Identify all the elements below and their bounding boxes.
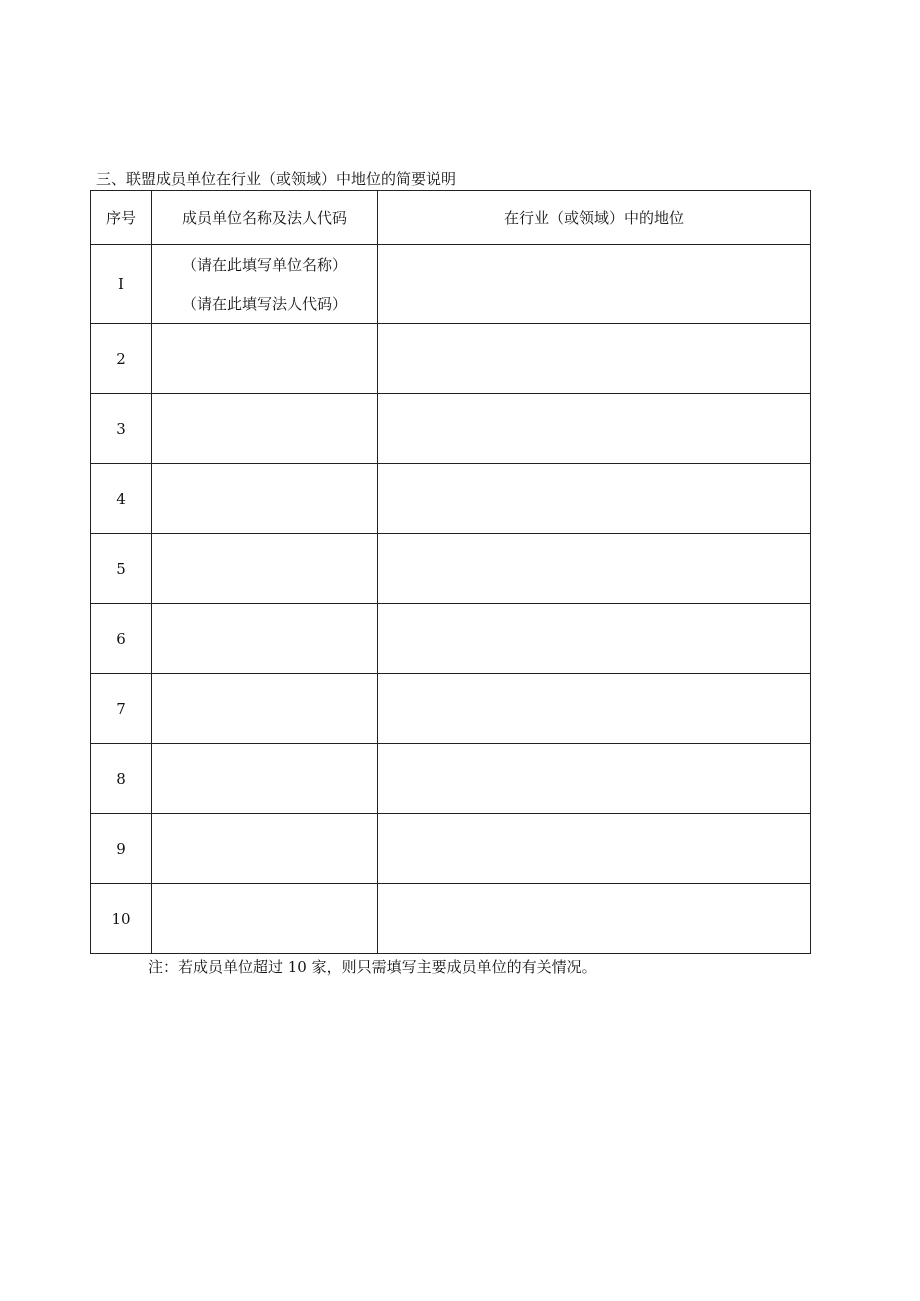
row-index: I (91, 245, 152, 324)
position-cell[interactable] (378, 534, 811, 604)
row-index: 5 (91, 534, 152, 604)
row-index: 3 (91, 394, 152, 464)
table-row (91, 604, 811, 674)
position-cell[interactable] (378, 674, 811, 744)
position-cell[interactable] (378, 814, 811, 884)
table-row (91, 744, 811, 814)
header-name-code: 成员单位名称及法人代码 (152, 191, 378, 245)
position-cell[interactable] (378, 464, 811, 534)
header-position: 在行业（或领域）中的地位 (378, 191, 811, 245)
position-cell[interactable] (378, 324, 811, 394)
footnote: 注：若成员单位超过 10 家，则只需填写主要成员单位的有关情况。 (148, 958, 597, 976)
position-cell[interactable] (378, 744, 811, 814)
position-cell[interactable] (378, 604, 811, 674)
table-row (91, 534, 811, 604)
name-code-cell[interactable] (152, 324, 378, 394)
name-code-cell[interactable] (152, 814, 378, 884)
table-row (91, 674, 811, 744)
header-index: 序号 (91, 191, 152, 245)
position-cell[interactable] (378, 884, 811, 954)
name-code-cell[interactable] (152, 884, 378, 954)
row-index: 7 (91, 674, 152, 744)
name-code-cell[interactable] (152, 245, 378, 324)
table-row (91, 245, 811, 324)
table-row (91, 394, 811, 464)
name-code-cell[interactable] (152, 394, 378, 464)
table-row (91, 324, 811, 394)
row-index: 2 (91, 324, 152, 394)
row-index: 8 (91, 744, 152, 814)
name-code-cell[interactable] (152, 674, 378, 744)
name-code-cell[interactable] (152, 744, 378, 814)
member-position-table (90, 190, 811, 954)
name-code-cell[interactable] (152, 464, 378, 534)
table-header-row (91, 191, 811, 245)
legal-code-placeholder[interactable]: （请在此填写法人代码） (181, 294, 347, 313)
position-cell[interactable] (378, 394, 811, 464)
row-index: 9 (91, 814, 152, 884)
name-code-cell[interactable] (152, 604, 378, 674)
name-code-cell[interactable] (152, 534, 378, 604)
row-index: 10 (91, 884, 152, 954)
unit-name-placeholder[interactable]: （请在此填写单位名称） (181, 255, 347, 274)
row-index: 6 (91, 604, 152, 674)
position-cell[interactable] (378, 245, 811, 324)
table-row (91, 464, 811, 534)
table-row (91, 884, 811, 954)
table-row (91, 814, 811, 884)
row-index: 4 (91, 464, 152, 534)
section-title: 三、联盟成员单位在行业（或领域）中地位的简要说明 (96, 170, 457, 188)
